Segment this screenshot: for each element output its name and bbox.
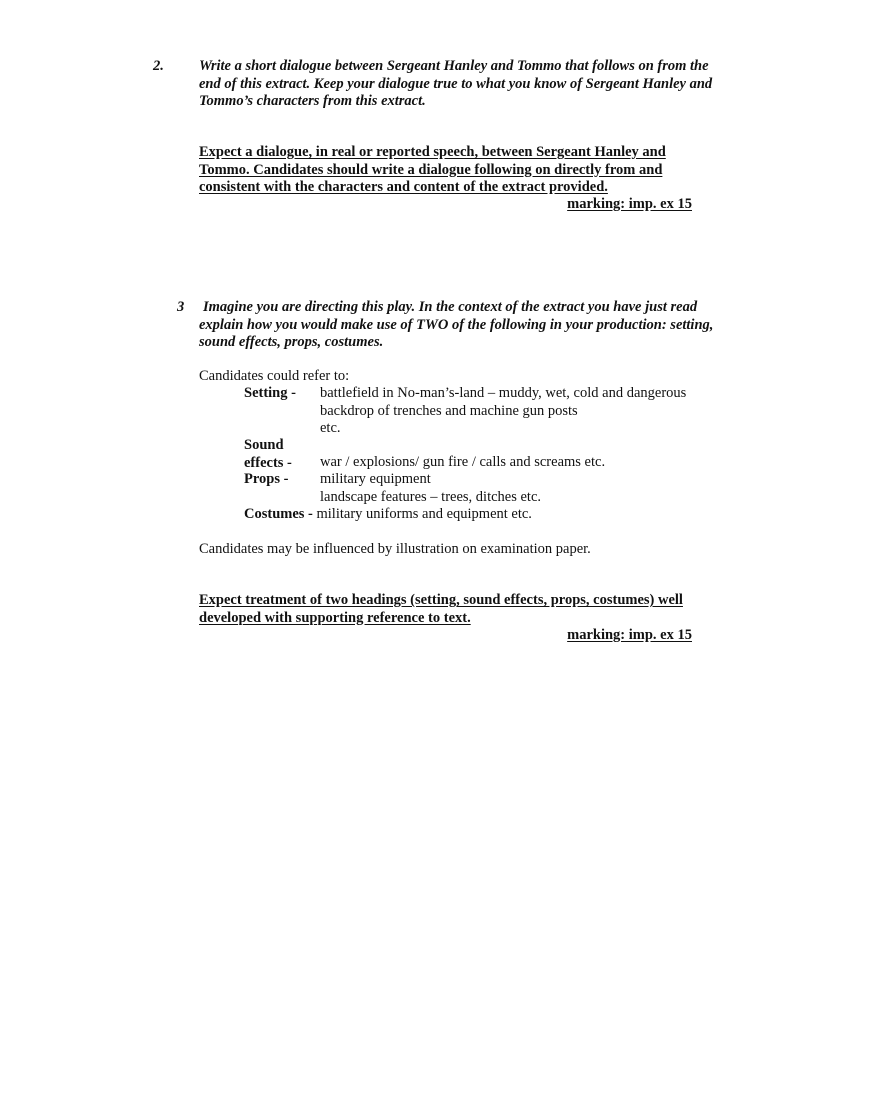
question-3-prompt (199, 299, 713, 352)
setting-line: etc. (320, 420, 341, 436)
expect-line: Expect a dialogue, in real or reported speech, between Sergeant Hanley and (199, 144, 666, 160)
props-label: Props - (244, 471, 289, 487)
question-3-marking: marking: imp. ex 15 (567, 627, 692, 643)
prompt-line: sound effects, props, costumes. (199, 334, 384, 350)
sound-effects-label (244, 437, 292, 472)
expect-line: consistent with the characters and content of the extract provided. (199, 179, 608, 195)
question-3-expectation (199, 592, 683, 627)
question-2-marking: marking: imp. ex 15 (567, 196, 692, 212)
setting-line: battlefield in No-man’s-land – muddy, wet, cold and dangerous (320, 385, 687, 401)
prompt-line: explain how you would make use of TWO of the following in your production: setting, (199, 316, 714, 333)
props-line: landscape features – trees, ditches etc. (320, 488, 542, 505)
prompt-line: end of this extract. Keep your dialogue true to what you know of Sergeant Hanley and (199, 75, 713, 92)
expect-line: Tommo. Candidates should write a dialogue following on directly from and (199, 161, 663, 178)
question-2-prompt (199, 58, 712, 111)
question-2-expectation (199, 144, 666, 197)
costumes-row (244, 506, 532, 524)
setting-label: Setting - (244, 385, 296, 401)
setting-details (320, 385, 686, 438)
prompt-line: Imagine you are directing this play. In the context of the extract you have just read (203, 299, 698, 315)
setting-line: backdrop of trenches and machine gun posts (320, 402, 578, 419)
candidates-intro: Candidates could refer to: (199, 368, 350, 384)
influence-note: Candidates may be influenced by illustration on examination paper. (199, 541, 591, 557)
expect-line: developed with supporting reference to text. (199, 609, 471, 626)
prompt-line: Tommo’s characters from this extract. (199, 93, 426, 109)
props-details (320, 471, 541, 506)
costumes-label: Costumes - (244, 506, 313, 522)
props-line: military equipment (320, 471, 431, 487)
prompt-line: Write a short dialogue between Sergeant Hanley and Tommo that follows on from the (199, 58, 709, 74)
question-3-number: 3 (177, 299, 185, 315)
sound-label-line: effects - (244, 454, 292, 471)
sound-effects-text: war / explosions/ gun fire / calls and screams etc. (320, 454, 606, 470)
question-2-number: 2. (153, 58, 164, 74)
sound-label-line: Sound (244, 437, 284, 453)
expect-line: Expect treatment of two headings (setting, sound effects, props, costumes) well (199, 592, 683, 608)
costumes-text: military uniforms and equipment etc. (316, 506, 532, 522)
